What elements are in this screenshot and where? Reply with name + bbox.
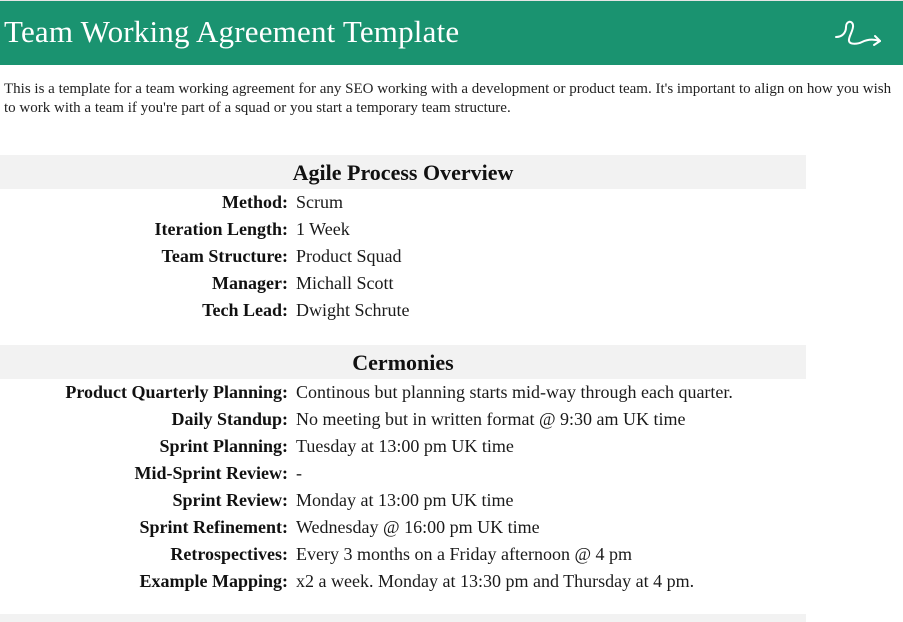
- section-heading: Cermonies: [0, 345, 806, 379]
- intro-paragraph: This is a template for a team working agreement for any SEO working with a development or product team. It's important to align on how you wish to work with a team if you're part of a squad or you start a temporary team structure.: [4, 81, 892, 116]
- field-label: Iteration Length:: [154, 219, 288, 239]
- section-agile-process-overview: [0, 155, 806, 324]
- field-label: Product Quarterly Planning:: [65, 382, 288, 402]
- field-row-sprint-planning: [0, 433, 806, 460]
- field-label: Daily Standup:: [171, 409, 288, 429]
- field-label: Sprint Refinement:: [139, 517, 288, 537]
- field-value: Every 3 months on a Friday afternoon @ 4 pm: [296, 544, 633, 564]
- field-value: Scrum: [296, 192, 343, 212]
- field-label: Method:: [222, 192, 288, 212]
- page-title: Team Working Agreement Template: [4, 14, 460, 49]
- field-row-sprint-review: [0, 487, 806, 514]
- field-row-daily-standup: [0, 406, 806, 433]
- field-value: x2 a week. Monday at 13:30 pm and Thursday at 4 pm.: [296, 571, 695, 591]
- field-label: Sprint Review:: [172, 490, 288, 510]
- field-label: Tech Lead:: [202, 300, 288, 320]
- field-value: Tuesday at 13:00 pm UK time: [296, 436, 514, 456]
- field-label: Example Mapping:: [139, 571, 288, 591]
- field-label: Retrospectives:: [170, 544, 288, 564]
- field-row-iteration-length: [0, 216, 806, 243]
- field-value: Product Squad: [296, 246, 402, 266]
- field-row-tech-lead: [0, 297, 806, 324]
- squiggle-arrow-logo-icon: [832, 15, 884, 51]
- field-label: Sprint Planning:: [159, 436, 288, 456]
- section-ceremonies: [0, 345, 806, 595]
- field-value: Monday at 13:00 pm UK time: [296, 490, 514, 510]
- field-value: Wednesday @ 16:00 pm UK time: [296, 517, 540, 537]
- field-row-retrospectives: [0, 541, 806, 568]
- field-value: 1 Week: [296, 219, 350, 239]
- field-row-method: [0, 189, 806, 216]
- field-row-example-mapping: [0, 568, 806, 595]
- section-heading: Agile Process Overview: [0, 155, 806, 189]
- field-row-product-quarterly-planning: [0, 379, 806, 406]
- field-label: Mid-Sprint Review:: [134, 463, 288, 483]
- field-label: Manager:: [212, 273, 288, 293]
- field-value: Dwight Schrute: [296, 300, 410, 320]
- field-row-team-structure: [0, 243, 806, 270]
- page-header: [0, 0, 903, 65]
- field-value: No meeting but in written format @ 9:30 am UK time: [296, 409, 686, 429]
- field-value: -: [296, 463, 302, 483]
- next-section-heading-bar: [0, 614, 806, 622]
- field-row-manager: [0, 270, 806, 297]
- field-row-mid-sprint-review: [0, 460, 806, 487]
- field-row-sprint-refinement: [0, 514, 806, 541]
- field-value: Michall Scott: [296, 273, 394, 293]
- field-label: Team Structure:: [161, 246, 288, 266]
- field-value: Continous but planning starts mid-way through each quarter.: [296, 382, 733, 402]
